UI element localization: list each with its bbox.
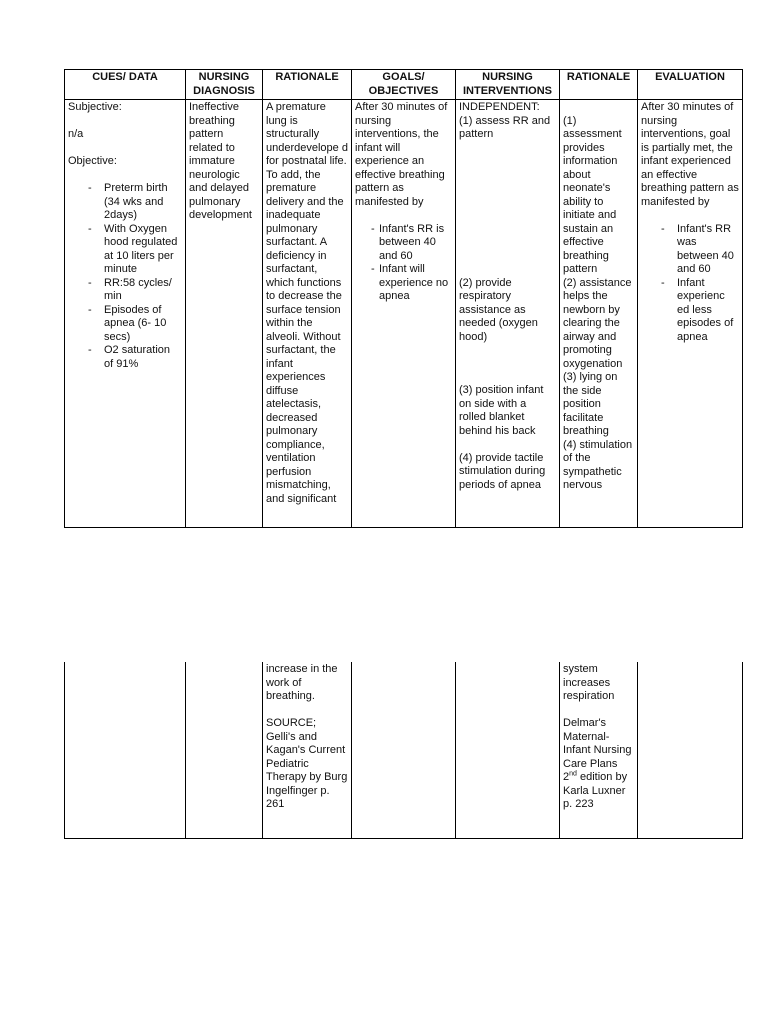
list-item: - With Oxygen hood regulated at 10 liters per minute [68, 223, 182, 277]
cues-cell-cont [65, 662, 186, 838]
content-row [65, 100, 743, 528]
rationale-2-item-3: (3) lying on the side position facilitate breathing [563, 371, 618, 437]
diagnosis-cell: Ineffective breathing pattern related to immature neurologic and delayed pulmonary development [186, 100, 263, 528]
header-rationale: RATIONALE [263, 70, 352, 100]
rationale-source: SOURCE; Gelli's and Kagan's Current Pediatric Therapy by Burg Ingelfinger p. 261 [266, 717, 348, 810]
evaluation-list [641, 223, 739, 345]
rationale-cell-cont [263, 662, 352, 838]
list-item: - Infant experienc ed less episodes of apnea [641, 277, 739, 345]
continued-row [65, 662, 743, 838]
header-evaluation: EVALUATION [638, 70, 743, 100]
objective-label: Objective: [68, 155, 117, 167]
goals-cell [352, 100, 456, 528]
rationale-2-item-2: (2) assistance helps the newborn by clearing the airway and promoting oxygenation [563, 276, 632, 370]
intervention-1: (1) assess RR and pattern [459, 114, 551, 140]
goals-list [355, 223, 452, 304]
care-plan-table-continued [64, 662, 743, 839]
interventions-cell [456, 100, 560, 528]
header-cues: CUES/ DATA [65, 70, 186, 100]
evaluation-intro: After 30 minutes of nursing interventions, goal is partially met, the infant experienced an effective breathing pattern as manifested by [641, 101, 739, 208]
care-plan-table [64, 69, 743, 528]
rationale-cell: A premature lung is structurally underdevelope d for postnatal life. To add, the premature delivery and the inadequate pulmonary surfactant. A deficiency in surfactant, which functions to decrease the surface tension within the alveoli. Without surfactant, the infant experiences diffuse atelectasis, decreased pulmonary compliance, ventilation perfusion mismatching, and significant [263, 100, 352, 528]
subjective-value: n/a [68, 128, 84, 140]
list-item: - Infant's RR is between 40 and 60 [355, 223, 452, 264]
intervention-3: (3) position infant on side with a rolled blanket behind his back [459, 384, 544, 437]
interventions-cell-cont [456, 662, 560, 838]
header-rationale-2: RATIONALE [560, 70, 638, 100]
rationale-cont-text: increase in the work of breathing. [266, 663, 338, 702]
intervention-2: (2) provide respiratory assistance as needed (oxygen hood) [459, 276, 538, 343]
list-item: - Infant will experience no apnea [355, 263, 452, 304]
list-item: - Episodes of apnea (6- 10 secs) [68, 304, 182, 345]
header-diagnosis: NURSING DIAGNOSIS [186, 70, 263, 100]
objective-list [68, 182, 182, 371]
rationale-2-cell-cont [560, 662, 638, 838]
cues-cell [65, 100, 186, 528]
rationale-2-cell [560, 100, 638, 528]
header-row [65, 70, 743, 100]
evaluation-cell-cont [638, 662, 743, 838]
rationale-2-item-4: (4) stimulation of the sympathetic nervous [563, 438, 633, 491]
intervention-4: (4) provide tactile stimulation during periods of apnea [459, 451, 546, 491]
goals-intro: After 30 minutes of nursing interventions, the infant will experience an effective breathing pattern as manifested by [355, 101, 448, 208]
list-item: - O2 saturation of 91% [68, 344, 182, 371]
rationale-2-cont-text: system increases respiration [563, 663, 615, 702]
list-item: - RR:58 cycles/ min [68, 277, 182, 304]
subjective-label: Subjective: [68, 101, 122, 113]
diagnosis-cell-cont [186, 662, 263, 838]
interventions-label: INDEPENDENT: [459, 101, 540, 113]
rationale-2-item-1: (1) assessment provides information about neonate's ability to initiate and sustain an effective breathing pattern [563, 114, 622, 275]
goals-cell-cont [352, 662, 456, 838]
evaluation-cell [638, 100, 743, 528]
header-goals: GOALS/ OBJECTIVES [352, 70, 456, 100]
list-item: - Preterm birth (34 wks and 2days) [68, 182, 182, 223]
header-interventions: NURSING INTERVENTIONS [456, 70, 560, 100]
list-item: - Infant's RR was between 40 and 60 [641, 223, 739, 277]
rationale-2-source: Delmar's Maternal-Infant Nursing Care Plans 2nd edition by Karla Luxner p. 223 [563, 717, 632, 810]
